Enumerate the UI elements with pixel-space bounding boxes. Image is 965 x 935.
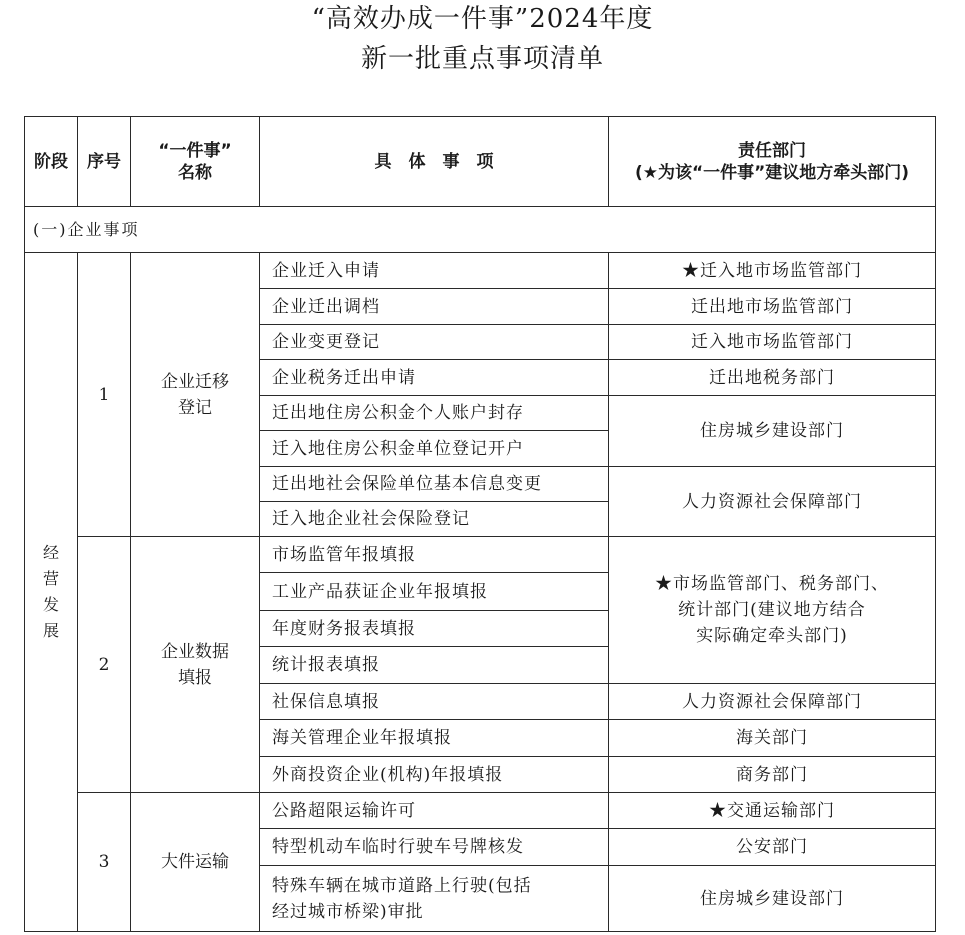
section-row — [25, 207, 936, 253]
item-cell: 公路超限运输许可 — [260, 793, 609, 829]
document-title-line1: “高效办成一件事”2024年度 — [311, 4, 654, 34]
dept-cell: 公安部门 — [609, 829, 936, 866]
dept-cell: 人力资源社会保障部门 — [609, 467, 936, 537]
item-cell: 年度财务报表填报 — [260, 611, 609, 647]
dept-line: 实际确定牵头部门) — [696, 626, 848, 646]
dept-cell: 商务部门 — [609, 757, 936, 793]
item-cell: 统计报表填报 — [260, 647, 609, 684]
header-seq: 序号 — [78, 117, 131, 207]
header-dept-line2: (★为该“一件事”建议地方牵头部门) — [634, 162, 910, 183]
item-cell: 迁出地住房公积金个人账户封存 — [260, 396, 609, 431]
group-name-cell: 大件运输 — [131, 793, 260, 932]
header-name — [131, 117, 260, 207]
dept-cell: 住房城乡建设部门 — [609, 396, 936, 467]
stage-cell — [25, 253, 78, 932]
item-cell: 迁出地社会保险单位基本信息变更 — [260, 467, 609, 502]
dept-cell — [609, 537, 936, 684]
header-dept — [609, 117, 936, 207]
group-name-cell — [131, 537, 260, 793]
stage-char: 展 — [42, 621, 59, 640]
table-row — [25, 793, 936, 829]
header-name-line1: “一件事” — [158, 140, 232, 161]
dept-cell: 迁出地市场监管部门 — [609, 289, 936, 325]
dept-cell: 迁出地税务部门 — [609, 360, 936, 396]
dept-cell: 住房城乡建设部门 — [609, 866, 936, 932]
seq-cell: 2 — [78, 537, 131, 793]
dept-cell: 海关部门 — [609, 720, 936, 757]
item-cell: 迁入地企业社会保险登记 — [260, 502, 609, 537]
item-cell: 外商投资企业(机构)年报填报 — [260, 757, 609, 793]
dept-cell: ★交通运输部门 — [609, 793, 936, 829]
group-name-line1: 企业数据 — [161, 641, 229, 662]
header-row — [25, 117, 936, 207]
item-line: 特殊车辆在城市道路上行驶(包括 — [272, 875, 532, 896]
stage-char: 发 — [42, 595, 59, 614]
stage-char: 经 — [42, 543, 59, 562]
dept-cell: ★迁入地市场监管部门 — [609, 253, 936, 289]
dept-cell: 人力资源社会保障部门 — [609, 684, 936, 720]
item-cell: 海关管理企业年报填报 — [260, 720, 609, 757]
item-cell: 企业税务迁出申请 — [260, 360, 609, 396]
item-cell — [260, 866, 609, 932]
item-cell: 企业迁出调档 — [260, 289, 609, 325]
item-cell: 企业变更登记 — [260, 325, 609, 360]
item-line: 经过城市桥梁)审批 — [272, 901, 424, 922]
document-title-line2: 新一批重点事项清单 — [360, 44, 604, 74]
header-items: 具 体 事 项 — [260, 117, 609, 207]
group-name-line1: 企业迁移 — [161, 371, 229, 392]
group-name-cell — [131, 253, 260, 537]
header-name-line2: 名称 — [178, 162, 212, 183]
item-cell: 市场监管年报填报 — [260, 537, 609, 573]
item-cell: 工业产品获证企业年报填报 — [260, 573, 609, 611]
dept-line: 统计部门(建议地方结合 — [678, 600, 866, 620]
group-name-line2: 登记 — [178, 397, 212, 418]
header-stage: 阶段 — [25, 117, 78, 207]
item-cell: 企业迁入申请 — [260, 253, 609, 289]
seq-cell: 3 — [78, 793, 131, 932]
section-label: (一)企业事项 — [25, 207, 936, 253]
header-dept-line1: 责任部门 — [738, 140, 806, 161]
dept-cell: 迁入地市场监管部门 — [609, 325, 936, 360]
stage-char: 营 — [42, 569, 59, 588]
group-name-line2: 填报 — [178, 667, 212, 688]
item-cell: 社保信息填报 — [260, 684, 609, 720]
seq-cell: 1 — [78, 253, 131, 537]
table-row — [25, 537, 936, 573]
item-cell: 特型机动车临时行驶车号牌核发 — [260, 829, 609, 866]
table-row — [25, 253, 936, 289]
items-table — [24, 116, 936, 932]
dept-line: ★市场监管部门、税务部门、 — [655, 574, 889, 594]
item-cell: 迁入地住房公积金单位登记开户 — [260, 431, 609, 467]
